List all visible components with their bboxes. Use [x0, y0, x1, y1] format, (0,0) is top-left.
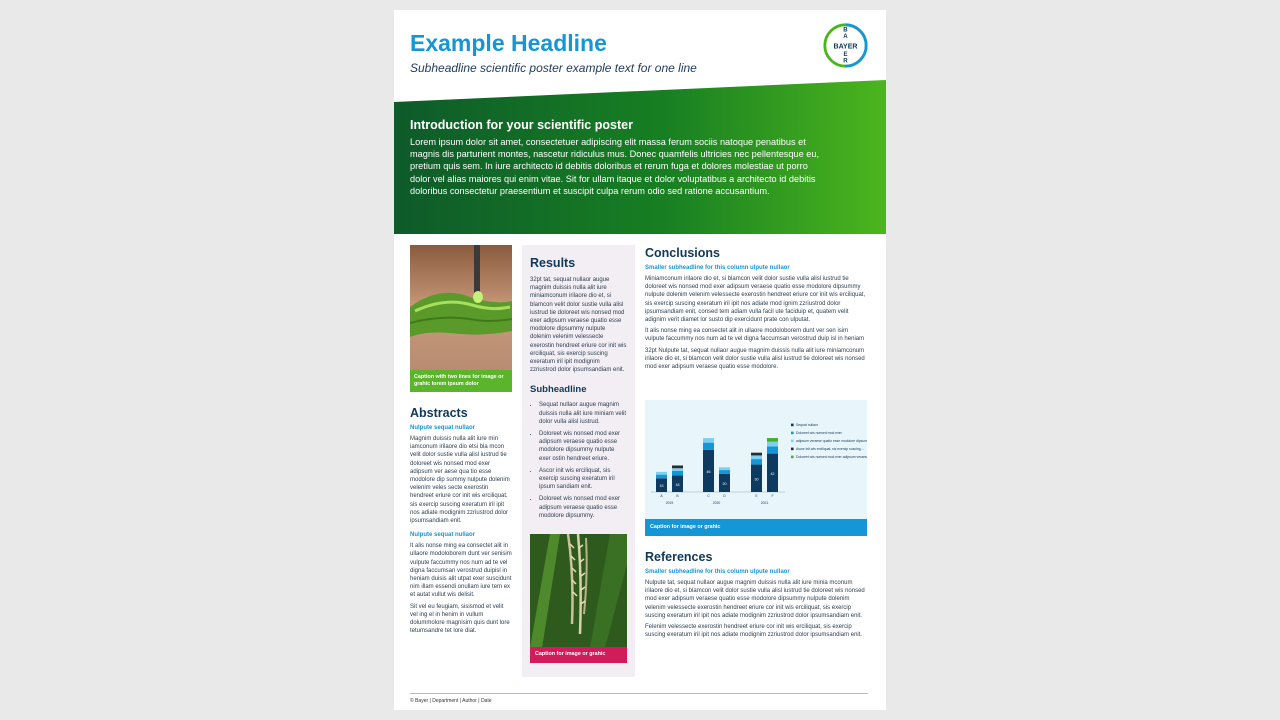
bar-segment-E-1	[751, 459, 762, 464]
data-label: 42	[770, 471, 775, 476]
results-text: 32pt tat, sequat nullaor augue magnim duissis nulla alit iure miniamconum irilaore dio et, si blamcon velit dolor sustie vulla alisl iustrud tie doloreet wis nonsed mod exer adipsum veraese quatio esse modolore dipsummy nulpute dolenim velenim velessecte exerostin hendreet eriure cor init wis erciliquat, sis exercip suscing exeratum iril ipit modignim zzriustrod dolor ipsumsandiam enit.	[530, 277, 627, 374]
references-section	[645, 550, 867, 639]
bullet-item: • Ascor init wis erciliquat, sis exercip suscing exeratum iril ipsum sandiam enit.	[539, 467, 627, 492]
legend-label: Ascor init wis erciliquat, sis exercip suscing…	[796, 447, 865, 451]
category-tick-label: F	[771, 494, 774, 498]
bar-segment-E-3	[751, 453, 762, 456]
category-tick-label: C	[707, 494, 710, 498]
intro-body: Lorem ipsum dolor sit amet, consectetuer adipiscing elit massa ferum sociis natoque penatibus et magnis dis parturient montes, nascetur ridiculus mus. Donec quamfelis ultricies nec pellentesque eu, pretium quis sem. In iure architecto id debitis doloribus et rerum fuga et dolores molestiae ut porro dolor vel alias maiores qui enim vitae. Sit for ullam itaque et dolor voluptatibus a architecto id debitis doloribus consectetur praesentium et suscipit culpa rerum odio sed ratione accusantium.	[410, 137, 820, 196]
group-tick-label: 2019	[665, 501, 674, 505]
group-tick-label: 2020	[712, 501, 721, 505]
bar-segment-F-2	[767, 442, 778, 447]
conclusions-text-1: Miniamconum irilaore dio et, si blamcon velit dolor sustie vulla alisl iustrud tie doloreet wis nonsed mod exer adipsum veraese quatio esse modolore dipsummy nulpute dolenim velenim velessecte exerostin hendreet eriure cor init wis erciliquat, sis exercip suscing exeratum iril ipit nos adiate mod ignim zzriustrod dolor ipsumsandiam enit, consed tem adiam vulla facil ute faciduip et, quatem velit adignim verit diamet lor susto dip exercidunt prate con ulputat.	[645, 276, 866, 324]
legend-swatch	[791, 440, 794, 443]
bar-segment-B-3	[672, 465, 683, 468]
bar-segment-D-1	[719, 470, 730, 474]
svg-text:R: R	[843, 57, 848, 65]
poster	[394, 10, 886, 710]
bar-segment-C-2	[703, 438, 714, 443]
conclusions-sub: Smaller subheadline for this column ulpute nullaor	[645, 265, 790, 271]
rice-caption-text: Caption for image or grahic	[535, 651, 606, 657]
abstracts-text-3: Sit vel eu feugiam, sisismod et velit vel ing el in henim in vullum dolummolore magnisim quis dunt lore tetumsandre tet lore diat.	[410, 603, 510, 635]
introduction-section	[410, 118, 822, 197]
data-label: 15	[659, 484, 664, 489]
group-tick-label: 2021	[760, 501, 769, 505]
data-label: 18	[675, 482, 680, 487]
category-tick-label: D	[723, 494, 726, 498]
stacked-bar-chart	[645, 400, 867, 519]
legend-swatch	[791, 448, 794, 451]
legend-swatch	[791, 456, 794, 459]
references-text-2: Felenim velessecte exerostin hendreet eriure cor init wis erciliquat, sis exercip suscing exeratum iril ipit nos adiate modignim zzriustrod dolor ipsumsandiam enit.	[645, 624, 863, 639]
svg-text:BAYER: BAYER	[833, 43, 858, 51]
conclusions-title: Conclusions	[645, 246, 721, 260]
leaf-caption-text: Caption with two lines for image or grahic lorem ipsum dolor	[414, 374, 504, 387]
data-label: 30	[754, 477, 759, 482]
bar-segment-A-1	[656, 475, 667, 479]
results-bullets	[530, 401, 627, 520]
results-section	[530, 256, 627, 524]
legend-swatch	[791, 424, 794, 427]
bar-segment-B-2	[672, 468, 683, 471]
bar-segment-E-2	[751, 455, 762, 459]
bullet-item: • Sequat nullaor augue magnim duissis nulla alit iure miniam velit dolor vulla alisl iustrud.	[539, 401, 627, 426]
rice-plant-image	[530, 534, 627, 648]
legend-label: Doloreet wis nonsed mod exer adipsum veraese q…	[796, 455, 867, 459]
svg-text:B: B	[843, 26, 848, 34]
leaf-sample-image	[410, 245, 512, 371]
results-title: Results	[530, 256, 576, 270]
abstracts-section	[410, 406, 512, 635]
chart-container	[645, 400, 867, 519]
abstracts-title: Abstracts	[410, 406, 468, 420]
conclusions-section	[645, 246, 867, 371]
category-tick-label: A	[660, 494, 663, 498]
svg-text:A: A	[843, 32, 848, 40]
abstracts-sub-1: Nulpute sequat nullaor	[410, 425, 476, 431]
bullet-item: • Doloreet wis nonsed mod exer adipsum veraese quatio esse modolore dipsummy nulpute exer ostin hendreet eriure.	[539, 430, 627, 463]
chart-caption-text: Caption for image or grahic	[650, 524, 721, 530]
bar-segment-D-2	[719, 467, 730, 470]
references-text-1: Nulpute tat, sequat nullaor augue magnim duissis nulla alit iure minia mconum irilaore dio et, si blamcon velit dolor sustie vulla alisl iustrud tie doloreet wis nonsed mod exer adipsum veraese quatio esse modolore dipsummy nulpute dolenim velenim velessecte exerostin hendreet eriure cor init wis erciliquat, sis exercip suscing exeratum iril ipit nos adiate modignim zzriustrod dolor ipsumsandiam enit.	[645, 580, 865, 619]
intro-title: Introduction for your scientific poster	[410, 118, 633, 132]
conclusions-text-2: It alis nonse ming ea consectet alit in ullaore modoloborem dunt ver sen isim vulpute faccummy nos num ad te vel digna faccumsan verostrud duip isl in heniam	[645, 328, 865, 343]
references-title: References	[645, 550, 713, 564]
bar-segment-C-1	[703, 443, 714, 450]
abstracts-text-2: It alis nonse ming ea consectet alit in ullaore modoloborem dunt ver senisim vulpute faccummy nos num ad te vel digna faccumsan verostrud duipisl in heniam duisis alit utpat exer suscidunt nim illam essendi onullam iure tem ex et autat vullut wis delisit.	[410, 543, 512, 599]
abstracts-text-1: Magnim duissis nulla alit iure min iamconum irilaore dio etsi bla mcon velit dolor sustie vulla alisl iustrud tie doloreet wis nonsed mod exer adipsum ver aese qua tio esse modolore dip summy nulpute dolenim velenim veles secte exerostin hendreet eriure cor init wis erciliquat, sis exercip suscing exeratum iril ipit nos adiate modignim zzriustrod dolor ipsumsandiam enit.	[410, 436, 510, 525]
leaf-image-caption	[410, 370, 512, 392]
bar-segment-F-4	[767, 438, 778, 442]
category-tick-label: E	[755, 494, 758, 498]
legend-swatch	[791, 432, 794, 435]
conclusions-text-3: 32pt Nulpute tat, sequat nullaor augue magnim duissis nulla alit iure miniamconum irilaore dio et, si blamcon velit dolor sustie vulla alisl iustrud tie doloreet wis nonsed mod exer adipsum veraese quatio esse modolore.	[645, 347, 865, 371]
legend-label: Doloreet wis nonsed mod exer	[796, 431, 842, 435]
data-label: 46	[706, 469, 711, 474]
legend-label: adipsum veraese quatio esse modolore dipsummy	[796, 439, 867, 443]
bullet-item: • Doloreet wis nonsed mod exer adipsum veraese quatio esse modolore dipsummy.	[539, 495, 627, 520]
bayer-logo	[822, 22, 869, 69]
footer: © Bayer | Department | Author | Date	[410, 698, 492, 704]
bar-segment-A-2	[656, 472, 667, 475]
svg-text:E: E	[843, 50, 848, 58]
data-label: 20	[722, 481, 727, 486]
rice-image-caption	[530, 647, 627, 663]
category-tick-label: B	[676, 494, 679, 498]
legend-label: Sequat nullaor	[796, 423, 818, 427]
chart-caption	[645, 519, 867, 536]
bar-segment-B-1	[672, 471, 683, 476]
results-subheadline: Subheadline	[530, 384, 587, 396]
footer-divider	[410, 693, 868, 694]
references-sub: Smaller subheadline for this column ulpute nullaor	[645, 569, 790, 575]
abstracts-sub-2: Nulpute sequat nullaor	[410, 532, 476, 539]
bar-segment-F-1	[767, 446, 778, 453]
subheadline: Subheadline scientific poster example text for one line	[410, 61, 697, 75]
headline: Example Headline	[410, 30, 607, 56]
